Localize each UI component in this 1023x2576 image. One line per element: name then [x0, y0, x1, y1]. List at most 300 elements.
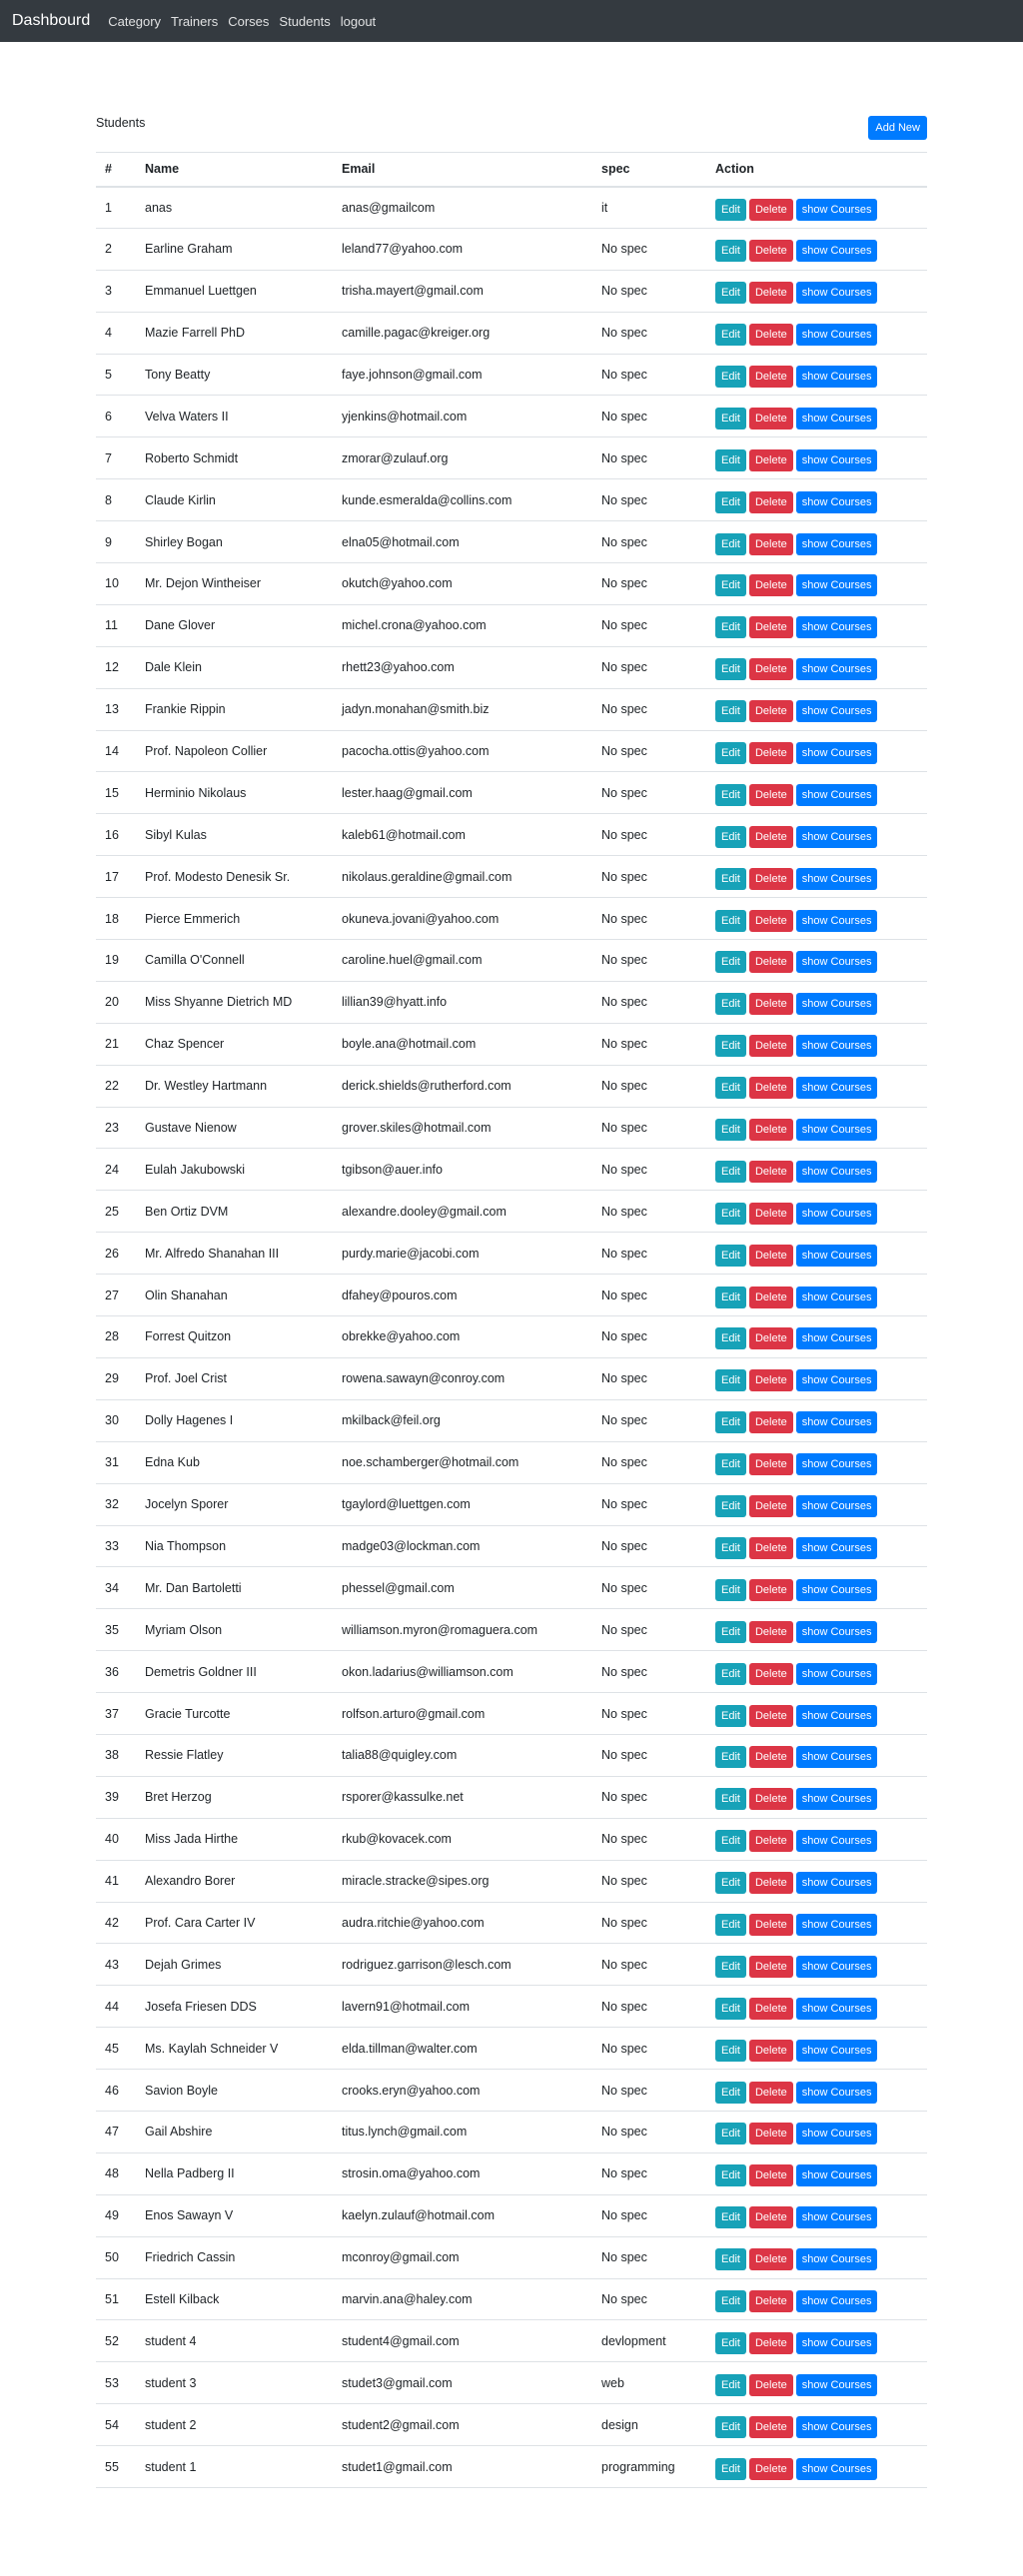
row-actions	[706, 981, 927, 1023]
table-row	[96, 479, 927, 521]
row-actions	[706, 646, 927, 688]
row-spec: No spec	[592, 1651, 706, 1693]
show-courses-button[interactable]: show Courses	[796, 910, 878, 932]
show-courses-button[interactable]: show Courses	[796, 1245, 878, 1267]
row-name: Earline Graham	[136, 228, 333, 270]
table-row	[96, 1483, 927, 1525]
row-number: 4	[96, 312, 136, 354]
show-courses-button[interactable]: show Courses	[796, 491, 878, 513]
row-name: Forrest Quitzon	[136, 1316, 333, 1358]
show-courses-button[interactable]: show Courses	[796, 1327, 878, 1349]
edit-button[interactable]: Edit	[715, 2164, 746, 2186]
show-courses-button[interactable]: show Courses	[796, 1411, 878, 1433]
row-name: Emmanuel Luettgen	[136, 270, 333, 312]
delete-button[interactable]: Delete	[749, 1453, 793, 1475]
edit-button[interactable]: Edit	[715, 1245, 746, 1267]
row-name: Miss Shyanne Dietrich MD	[136, 981, 333, 1023]
row-spec: No spec	[592, 688, 706, 730]
row-spec: No spec	[592, 1023, 706, 1065]
row-email: mkilback@feil.org	[333, 1399, 592, 1441]
show-courses-button[interactable]: show Courses	[796, 2332, 878, 2354]
row-spec: No spec	[592, 1567, 706, 1609]
delete-button[interactable]: Delete	[749, 1537, 793, 1559]
show-courses-button[interactable]: show Courses	[796, 2123, 878, 2145]
add-new-button[interactable]: Add New	[868, 116, 927, 140]
row-number: 3	[96, 270, 136, 312]
row-actions	[706, 563, 927, 605]
edit-button[interactable]: Edit	[715, 1411, 746, 1433]
table-row	[96, 270, 927, 312]
edit-button[interactable]: Edit	[715, 868, 746, 890]
delete-button[interactable]: Delete	[749, 240, 793, 262]
show-courses-button[interactable]: show Courses	[796, 1203, 878, 1225]
row-actions	[706, 940, 927, 982]
row-spec: No spec	[592, 1944, 706, 1986]
delete-button[interactable]: Delete	[749, 993, 793, 1015]
row-actions	[706, 604, 927, 646]
table-row	[96, 1275, 927, 1316]
edit-button[interactable]: Edit	[715, 826, 746, 848]
show-courses-button[interactable]: show Courses	[796, 533, 878, 555]
row-actions	[706, 1316, 927, 1358]
show-courses-button[interactable]: show Courses	[796, 951, 878, 973]
row-spec: No spec	[592, 1986, 706, 2028]
delete-button[interactable]: Delete	[749, 1035, 793, 1057]
edit-button[interactable]: Edit	[715, 1830, 746, 1852]
row-email: zmorar@zulauf.org	[333, 437, 592, 479]
header-name: Name	[136, 153, 333, 187]
navbar	[0, 0, 1023, 42]
row-number: 51	[96, 2278, 136, 2320]
delete-button[interactable]: Delete	[749, 742, 793, 764]
edit-button[interactable]: Edit	[715, 2416, 746, 2438]
edit-button[interactable]: Edit	[715, 1998, 746, 2020]
navbar-brand[interactable]: Dashbourd	[12, 12, 91, 29]
edit-button[interactable]: Edit	[715, 1663, 746, 1685]
show-courses-button[interactable]: show Courses	[796, 1998, 878, 2020]
show-courses-button[interactable]: show Courses	[796, 2248, 878, 2270]
row-email: williamson.myron@romaguera.com	[333, 1609, 592, 1651]
delete-button[interactable]: Delete	[749, 2248, 793, 2270]
delete-button[interactable]: Delete	[749, 2374, 793, 2396]
delete-button[interactable]: Delete	[749, 1579, 793, 1601]
edit-button[interactable]: Edit	[715, 951, 746, 973]
show-courses-button[interactable]: show Courses	[796, 366, 878, 388]
edit-button[interactable]: Edit	[715, 533, 746, 555]
show-courses-button[interactable]: show Courses	[796, 324, 878, 346]
show-courses-button[interactable]: show Courses	[796, 1705, 878, 1727]
delete-button[interactable]: Delete	[749, 2332, 793, 2354]
show-courses-button[interactable]: show Courses	[796, 2416, 878, 2438]
row-email: rolfson.arturo@gmail.com	[333, 1693, 592, 1735]
edit-button[interactable]: Edit	[715, 324, 746, 346]
edit-button[interactable]: Edit	[715, 993, 746, 1015]
page-header	[96, 114, 927, 152]
action-buttons	[715, 282, 918, 304]
row-spec: No spec	[592, 898, 706, 940]
row-actions	[706, 1651, 927, 1693]
delete-button[interactable]: Delete	[749, 784, 793, 806]
row-name: Prof. Joel Crist	[136, 1357, 333, 1399]
row-email: noe.schamberger@hotmail.com	[333, 1441, 592, 1483]
show-courses-button[interactable]: show Courses	[796, 1161, 878, 1183]
show-courses-button[interactable]: show Courses	[796, 1453, 878, 1475]
row-email: elna05@hotmail.com	[333, 521, 592, 563]
row-number: 2	[96, 228, 136, 270]
row-actions	[706, 1818, 927, 1860]
show-courses-button[interactable]: show Courses	[796, 1914, 878, 1936]
delete-button[interactable]: Delete	[749, 533, 793, 555]
nav-link-students[interactable]: Students	[279, 13, 331, 29]
main-container	[96, 42, 927, 2488]
action-buttons	[715, 1998, 918, 2020]
edit-button[interactable]: Edit	[715, 2248, 746, 2270]
show-courses-button[interactable]: show Courses	[796, 700, 878, 722]
show-courses-button[interactable]: show Courses	[796, 2082, 878, 2104]
row-actions	[706, 2028, 927, 2070]
row-email: anas@gmailcom	[333, 187, 592, 229]
edit-button[interactable]: Edit	[715, 1746, 746, 1768]
show-courses-button[interactable]: show Courses	[796, 2040, 878, 2062]
delete-button[interactable]: Delete	[749, 1119, 793, 1141]
show-courses-button[interactable]: show Courses	[796, 1956, 878, 1978]
edit-button[interactable]: Edit	[715, 2040, 746, 2062]
delete-button[interactable]: Delete	[749, 1495, 793, 1517]
edit-button[interactable]: Edit	[715, 1621, 746, 1643]
edit-button[interactable]: Edit	[715, 2123, 746, 2145]
edit-button[interactable]: Edit	[715, 1119, 746, 1141]
row-name: Ms. Kaylah Schneider V	[136, 2028, 333, 2070]
show-courses-button[interactable]: show Courses	[796, 1287, 878, 1308]
action-buttons	[715, 742, 918, 764]
row-email: student2@gmail.com	[333, 2404, 592, 2446]
show-courses-button[interactable]: show Courses	[796, 199, 878, 221]
action-buttons	[715, 1495, 918, 1517]
edit-button[interactable]: Edit	[715, 1495, 746, 1517]
table-row	[96, 1023, 927, 1065]
table-row	[96, 688, 927, 730]
edit-button[interactable]: Edit	[715, 408, 746, 429]
row-name: Frankie Rippin	[136, 688, 333, 730]
row-spec: No spec	[592, 1525, 706, 1567]
action-buttons	[715, 2040, 918, 2062]
table-row	[96, 1734, 927, 1776]
edit-button[interactable]: Edit	[715, 574, 746, 596]
row-number: 32	[96, 1483, 136, 1525]
delete-button[interactable]: Delete	[749, 1621, 793, 1643]
edit-button[interactable]: Edit	[715, 240, 746, 262]
show-courses-button[interactable]: show Courses	[796, 868, 878, 890]
row-actions	[706, 2111, 927, 2152]
delete-button[interactable]: Delete	[749, 1788, 793, 1810]
row-email: obrekke@yahoo.com	[333, 1316, 592, 1358]
row-number: 15	[96, 772, 136, 814]
row-spec: No spec	[592, 312, 706, 354]
edit-button[interactable]: Edit	[715, 2458, 746, 2480]
delete-button[interactable]: Delete	[749, 324, 793, 346]
table-row	[96, 2320, 927, 2362]
delete-button[interactable]: Delete	[749, 1245, 793, 1267]
show-courses-button[interactable]: show Courses	[796, 2290, 878, 2312]
show-courses-button[interactable]: show Courses	[796, 449, 878, 471]
action-buttons	[715, 1621, 918, 1643]
edit-button[interactable]: Edit	[715, 1369, 746, 1391]
show-courses-button[interactable]: show Courses	[796, 826, 878, 848]
delete-button[interactable]: Delete	[749, 1705, 793, 1727]
delete-button[interactable]: Delete	[749, 616, 793, 638]
edit-button[interactable]: Edit	[715, 1327, 746, 1349]
show-courses-button[interactable]: show Courses	[796, 1788, 878, 1810]
row-email: titus.lynch@gmail.com	[333, 2111, 592, 2152]
row-spec: No spec	[592, 396, 706, 437]
edit-button[interactable]: Edit	[715, 366, 746, 388]
edit-button[interactable]: Edit	[715, 658, 746, 680]
show-courses-button[interactable]: show Courses	[796, 993, 878, 1015]
row-spec: programming	[592, 2446, 706, 2488]
table-row	[96, 521, 927, 563]
show-courses-button[interactable]: show Courses	[796, 742, 878, 764]
show-courses-button[interactable]: show Courses	[796, 784, 878, 806]
delete-button[interactable]: Delete	[749, 1956, 793, 1978]
table-row	[96, 1986, 927, 2028]
edit-button[interactable]: Edit	[715, 1537, 746, 1559]
action-buttons	[715, 784, 918, 806]
show-courses-button[interactable]: show Courses	[796, 1537, 878, 1559]
edit-button[interactable]: Edit	[715, 1453, 746, 1475]
table-row	[96, 1065, 927, 1107]
row-number: 17	[96, 856, 136, 898]
delete-button[interactable]: Delete	[749, 408, 793, 429]
show-courses-button[interactable]: show Courses	[796, 1579, 878, 1601]
action-buttons	[715, 1035, 918, 1057]
row-number: 27	[96, 1275, 136, 1316]
row-number: 6	[96, 396, 136, 437]
edit-button[interactable]: Edit	[715, 784, 746, 806]
row-email: grover.skiles@hotmail.com	[333, 1107, 592, 1149]
edit-button[interactable]: Edit	[715, 1788, 746, 1810]
edit-button[interactable]: Edit	[715, 2332, 746, 2354]
row-actions	[706, 437, 927, 479]
delete-button[interactable]: Delete	[749, 1663, 793, 1685]
row-number: 8	[96, 479, 136, 521]
row-actions	[706, 187, 927, 229]
action-buttons	[715, 910, 918, 932]
delete-button[interactable]: Delete	[749, 868, 793, 890]
edit-button[interactable]: Edit	[715, 1287, 746, 1308]
row-email: trisha.mayert@gmail.com	[333, 270, 592, 312]
show-courses-button[interactable]: show Courses	[796, 1495, 878, 1517]
show-courses-button[interactable]: show Courses	[796, 2206, 878, 2228]
show-courses-button[interactable]: show Courses	[796, 616, 878, 638]
delete-button[interactable]: Delete	[749, 1203, 793, 1225]
row-email: talia88@quigley.com	[333, 1734, 592, 1776]
show-courses-button[interactable]: show Courses	[796, 1830, 878, 1852]
edit-button[interactable]: Edit	[715, 2374, 746, 2396]
show-courses-button[interactable]: show Courses	[796, 574, 878, 596]
row-spec: No spec	[592, 772, 706, 814]
row-name: Demetris Goldner III	[136, 1651, 333, 1693]
delete-button[interactable]: Delete	[749, 1746, 793, 1768]
row-name: Enos Sawayn V	[136, 2194, 333, 2236]
show-courses-button[interactable]: show Courses	[796, 2458, 878, 2480]
delete-button[interactable]: Delete	[749, 700, 793, 722]
delete-button[interactable]: Delete	[749, 2123, 793, 2145]
delete-button[interactable]: Delete	[749, 2458, 793, 2480]
row-number: 52	[96, 2320, 136, 2362]
row-spec: No spec	[592, 2070, 706, 2112]
edit-button[interactable]: Edit	[715, 199, 746, 221]
edit-button[interactable]: Edit	[715, 449, 746, 471]
delete-button[interactable]: Delete	[749, 951, 793, 973]
show-courses-button[interactable]: show Courses	[796, 1746, 878, 1768]
delete-button[interactable]: Delete	[749, 2040, 793, 2062]
row-number: 50	[96, 2236, 136, 2278]
delete-button[interactable]: Delete	[749, 826, 793, 848]
show-courses-button[interactable]: show Courses	[796, 658, 878, 680]
delete-button[interactable]: Delete	[749, 2416, 793, 2438]
edit-button[interactable]: Edit	[715, 910, 746, 932]
delete-button[interactable]: Delete	[749, 1161, 793, 1183]
delete-button[interactable]: Delete	[749, 2206, 793, 2228]
edit-button[interactable]: Edit	[715, 1956, 746, 1978]
delete-button[interactable]: Delete	[749, 491, 793, 513]
row-email: pacocha.ottis@yahoo.com	[333, 730, 592, 772]
edit-button[interactable]: Edit	[715, 2082, 746, 2104]
row-spec: No spec	[592, 2111, 706, 2152]
show-courses-button[interactable]: show Courses	[796, 1119, 878, 1141]
delete-button[interactable]: Delete	[749, 366, 793, 388]
delete-button[interactable]: Delete	[749, 2082, 793, 2104]
row-actions	[706, 1986, 927, 2028]
row-email: nikolaus.geraldine@gmail.com	[333, 856, 592, 898]
row-number: 14	[96, 730, 136, 772]
row-name: Tony Beatty	[136, 354, 333, 396]
row-name: Camilla O'Connell	[136, 940, 333, 982]
show-courses-button[interactable]: show Courses	[796, 1872, 878, 1894]
delete-button[interactable]: Delete	[749, 2290, 793, 2312]
delete-button[interactable]: Delete	[749, 2164, 793, 2186]
row-email: okon.ladarius@williamson.com	[333, 1651, 592, 1693]
edit-button[interactable]: Edit	[715, 282, 746, 304]
row-spec: No spec	[592, 354, 706, 396]
row-number: 37	[96, 1693, 136, 1735]
row-actions	[706, 1149, 927, 1191]
show-courses-button[interactable]: show Courses	[796, 1035, 878, 1057]
row-spec: No spec	[592, 1818, 706, 1860]
edit-button[interactable]: Edit	[715, 2206, 746, 2228]
show-courses-button[interactable]: show Courses	[796, 282, 878, 304]
delete-button[interactable]: Delete	[749, 910, 793, 932]
delete-button[interactable]: Delete	[749, 1369, 793, 1391]
nav-link-logout[interactable]: logout	[340, 13, 377, 29]
edit-button[interactable]: Edit	[715, 1705, 746, 1727]
delete-button[interactable]: Delete	[749, 1872, 793, 1894]
edit-button[interactable]: Edit	[715, 1914, 746, 1936]
row-name: Nia Thompson	[136, 1525, 333, 1567]
row-spec: No spec	[592, 1441, 706, 1483]
row-name: Prof. Cara Carter IV	[136, 1902, 333, 1944]
action-buttons	[715, 1579, 918, 1601]
row-number: 30	[96, 1399, 136, 1441]
show-courses-button[interactable]: show Courses	[796, 2164, 878, 2186]
delete-button[interactable]: Delete	[749, 1077, 793, 1099]
show-courses-button[interactable]: show Courses	[796, 1369, 878, 1391]
table-row	[96, 396, 927, 437]
row-name: Dr. Westley Hartmann	[136, 1065, 333, 1107]
row-email: camille.pagac@kreiger.org	[333, 312, 592, 354]
row-name: Savion Boyle	[136, 2070, 333, 2112]
delete-button[interactable]: Delete	[749, 199, 793, 221]
edit-button[interactable]: Edit	[715, 700, 746, 722]
row-actions	[706, 1902, 927, 1944]
action-buttons	[715, 1956, 918, 1978]
nav-link-courses[interactable]: Corses	[228, 13, 270, 29]
row-number: 43	[96, 1944, 136, 1986]
show-courses-button[interactable]: show Courses	[796, 2374, 878, 2396]
delete-button[interactable]: Delete	[749, 574, 793, 596]
row-name: Mr. Alfredo Shanahan III	[136, 1233, 333, 1275]
action-buttons	[715, 826, 918, 848]
edit-button[interactable]: Edit	[715, 491, 746, 513]
delete-button[interactable]: Delete	[749, 1411, 793, 1433]
action-buttons	[715, 1537, 918, 1559]
delete-button[interactable]: Delete	[749, 1998, 793, 2020]
row-number: 28	[96, 1316, 136, 1358]
edit-button[interactable]: Edit	[715, 1579, 746, 1601]
row-spec: No spec	[592, 1693, 706, 1735]
edit-button[interactable]: Edit	[715, 1035, 746, 1057]
show-courses-button[interactable]: show Courses	[796, 1621, 878, 1643]
edit-button[interactable]: Edit	[715, 616, 746, 638]
row-number: 47	[96, 2111, 136, 2152]
edit-button[interactable]: Edit	[715, 742, 746, 764]
row-number: 40	[96, 1818, 136, 1860]
row-email: crooks.eryn@yahoo.com	[333, 2070, 592, 2112]
nav-link-trainers[interactable]: Trainers	[171, 13, 219, 29]
edit-button[interactable]: Edit	[715, 2290, 746, 2312]
show-courses-button[interactable]: show Courses	[796, 408, 878, 429]
row-actions	[706, 2236, 927, 2278]
show-courses-button[interactable]: show Courses	[796, 1077, 878, 1099]
row-actions	[706, 1525, 927, 1567]
delete-button[interactable]: Delete	[749, 658, 793, 680]
delete-button[interactable]: Delete	[749, 1830, 793, 1852]
action-buttons	[715, 2206, 918, 2228]
table-row	[96, 1191, 927, 1233]
row-spec: No spec	[592, 1233, 706, 1275]
delete-button[interactable]: Delete	[749, 1287, 793, 1308]
table-row	[96, 814, 927, 856]
delete-button[interactable]: Delete	[749, 1914, 793, 1936]
row-name: Josefa Friesen DDS	[136, 1986, 333, 2028]
row-actions	[706, 1860, 927, 1902]
delete-button[interactable]: Delete	[749, 449, 793, 471]
action-buttons	[715, 2458, 918, 2480]
show-courses-button[interactable]: show Courses	[796, 1663, 878, 1685]
delete-button[interactable]: Delete	[749, 282, 793, 304]
edit-button[interactable]: Edit	[715, 1161, 746, 1183]
edit-button[interactable]: Edit	[715, 1872, 746, 1894]
show-courses-button[interactable]: show Courses	[796, 240, 878, 262]
table-row	[96, 1316, 927, 1358]
edit-button[interactable]: Edit	[715, 1203, 746, 1225]
nav-link-category[interactable]: Category	[108, 13, 162, 29]
delete-button[interactable]: Delete	[749, 1327, 793, 1349]
edit-button[interactable]: Edit	[715, 1077, 746, 1099]
action-buttons	[715, 408, 918, 429]
row-email: audra.ritchie@yahoo.com	[333, 1902, 592, 1944]
row-name: Bret Herzog	[136, 1776, 333, 1818]
